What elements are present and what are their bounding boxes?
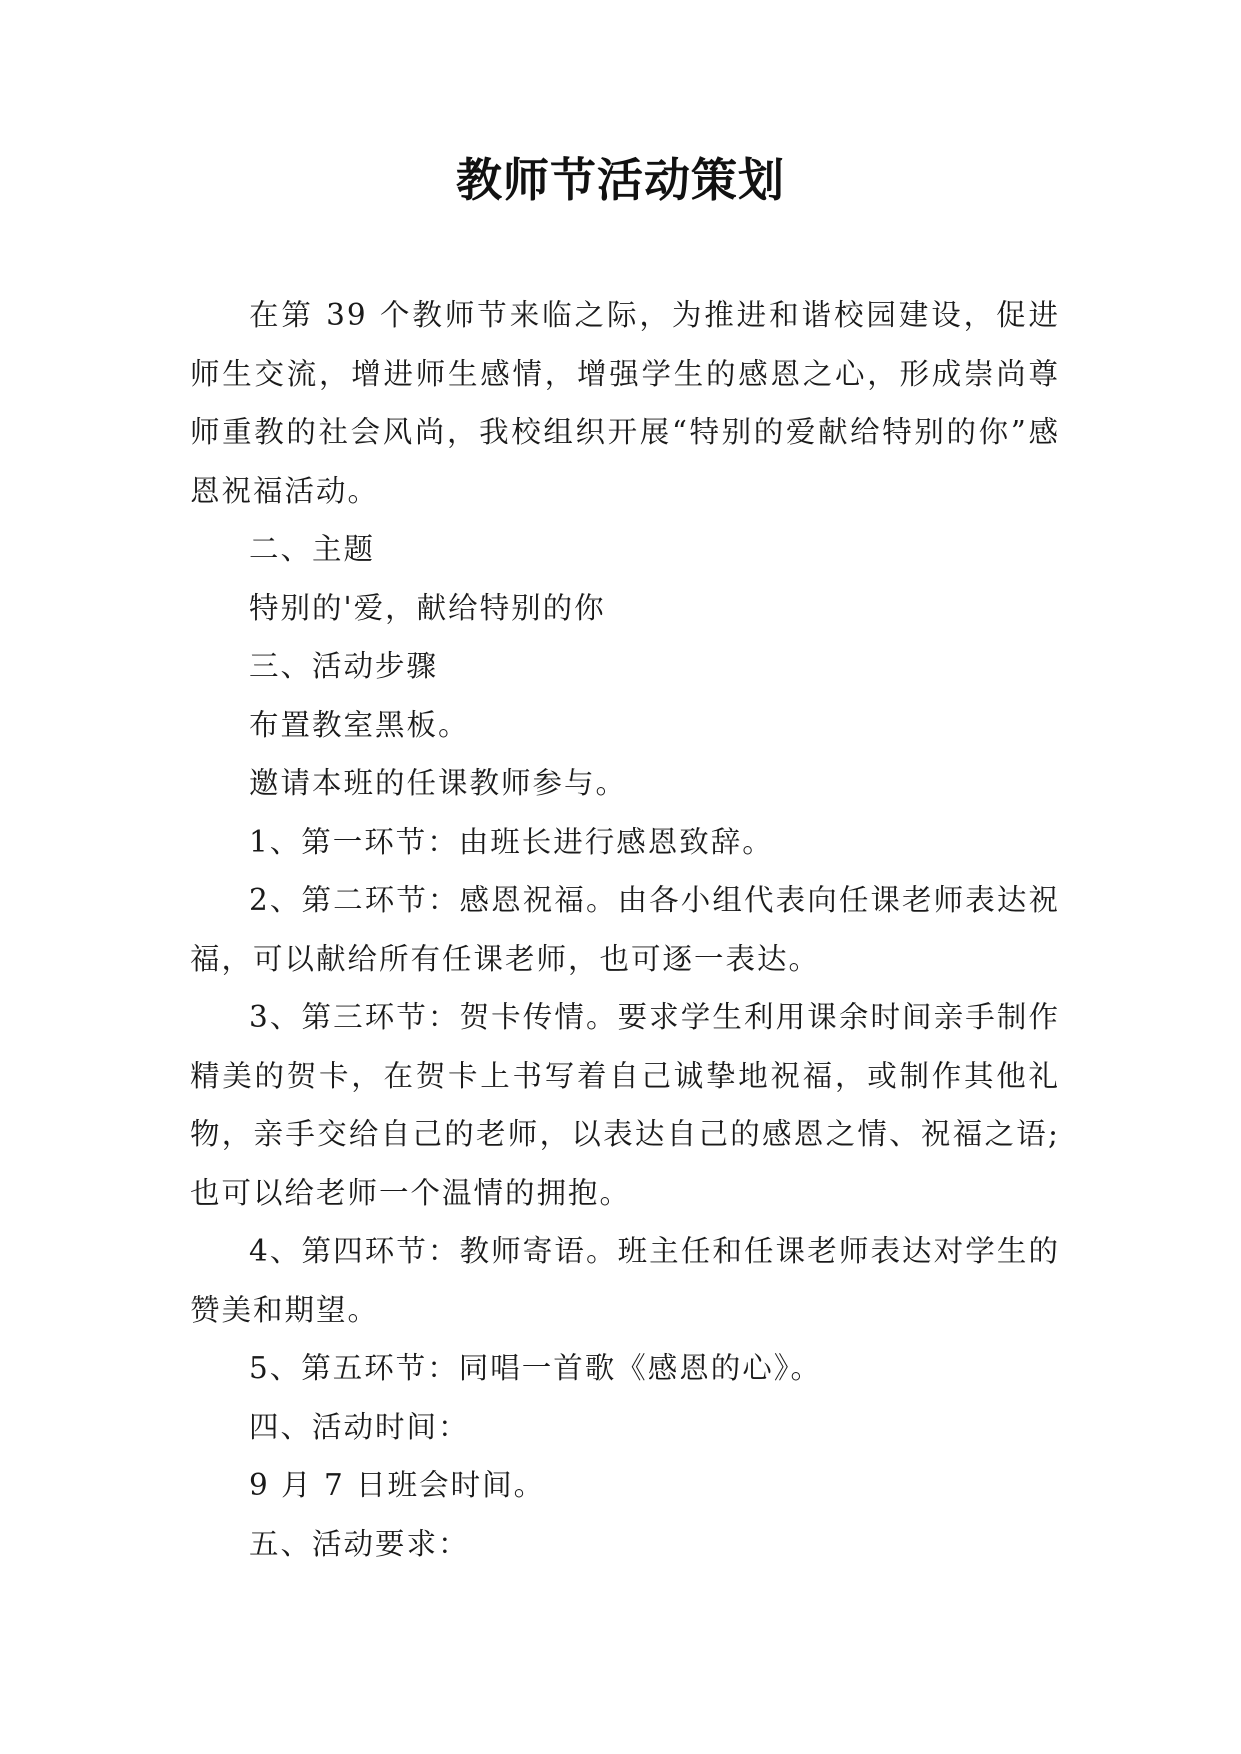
step-paragraph: 4、第四环节：教师寄语。班主任和任课老师表达对学生的赞美和期望。 [190, 1234, 1060, 1327]
section-heading-steps: 三、活动步骤 [249, 649, 439, 683]
document-title: 教师节活动策划 [456, 153, 785, 207]
step-paragraph: 布置教室黑板。 [249, 707, 470, 742]
time-text: 9 月 7 日班会时间。 [249, 1468, 546, 1502]
document-body [190, 286, 1060, 1573]
step-paragraph: 3、第三环节：贺卡传情。要求学生利用课余时间亲手制作精美的贺卡，在贺卡上书写着自己诚挚地祝福，或制作其他礼物，亲手交给自己的老师，以表达自己的感恩之情、祝福之语;也可以给老师一个温情的拥抱。 [190, 1000, 1060, 1210]
section-heading-time: 四、活动时间： [249, 1409, 470, 1444]
theme-text: 特别的'爱，献给特别的你 [249, 590, 606, 625]
step-paragraph: 5、第五环节：同唱一首歌《感恩的心》。 [249, 1351, 823, 1385]
step-paragraph: 1、第一环节：由班长进行感恩致辞。 [249, 824, 774, 859]
intro-paragraph: 在第 39 个教师节来临之际，为推进和谐校园建设，促进师生交流，增进师生感情，增强学生的感恩之心，形成崇尚尊师重教的社会风尚，我校组织开展“特别的爱献给特别的你”感恩祝福活动。 [190, 298, 1060, 508]
step-paragraph: 邀请本班的任课教师参与。 [249, 766, 628, 800]
section-heading-theme: 二、主题 [249, 532, 376, 566]
section-heading-requirements: 五、活动要求： [249, 1526, 470, 1561]
step-paragraph: 2、第二环节：感恩祝福。由各小组代表向任课老师表达祝福，可以献给所有任课老师，也可逐一表达。 [190, 883, 1060, 976]
